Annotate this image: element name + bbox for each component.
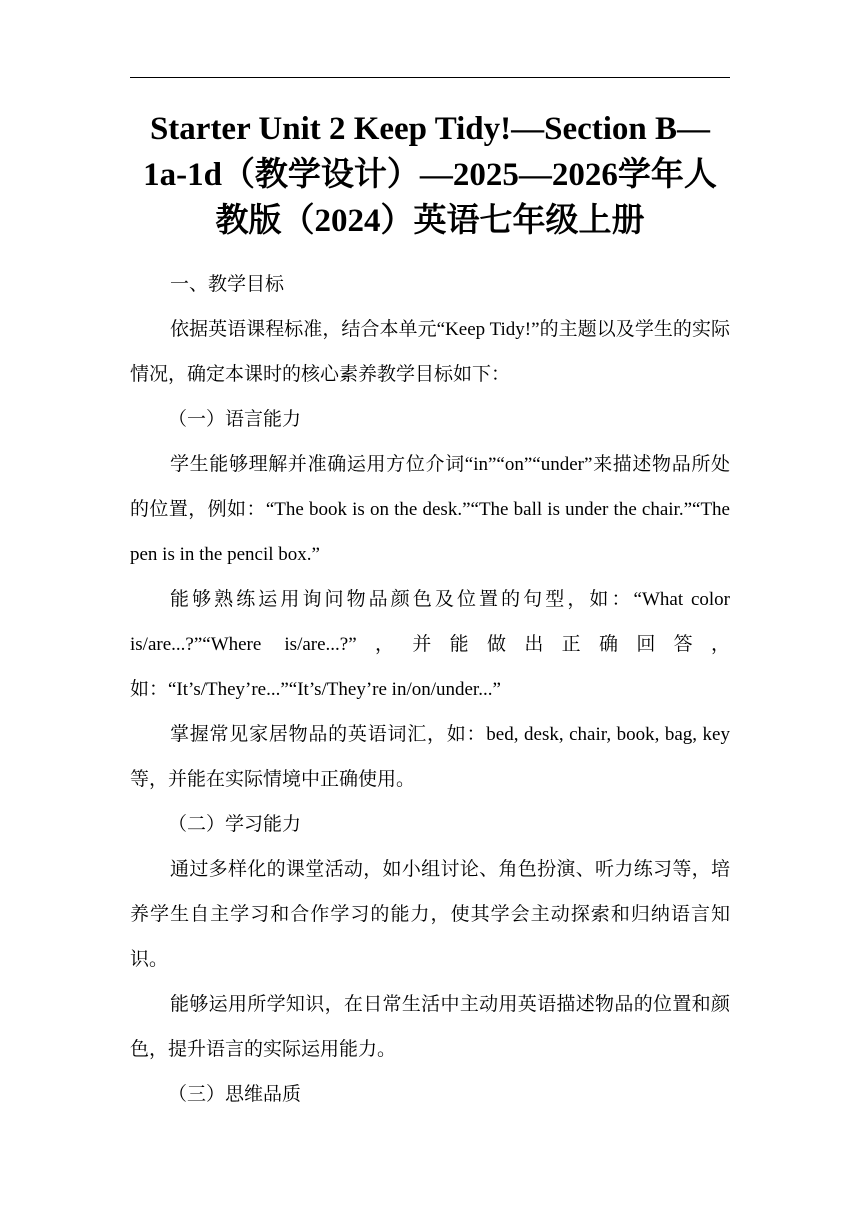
paragraph-intro: 依据英语课程标准，结合本单元“Keep Tidy!”的主题以及学生的实际情况，确定本课时的核心素养教学目标如下： [130,319,730,385]
section-heading-objectives: 一、教学目标 [170,274,285,295]
subheading-thinking-quality: （三）思维品质 [168,1084,302,1105]
paragraph-sentence-patterns: 能够熟练运用询问物品颜色及位置的句型，如：“What color is/are...?”“Where is/are...?”，并能做出正确回答，如：“It’s/They’re...”“It’s/They’re in/on/under...” [130,589,730,700]
header-rule [130,77,730,78]
paragraph-application: 能够运用所学知识，在日常生活中主动用英语描述物品的位置和颜色，提升语言的实际运用能力。 [130,994,730,1060]
document-body [130,262,730,1117]
subheading-language-ability: （一）语言能力 [168,409,302,430]
paragraph-prepositions: 学生能够理解并准确运用方位介词“in”“on”“under”来描述物品所处的位置，例如：“The book is on the desk.”“The ball is under the chair.”“The pen is in the pencil box.” [130,454,730,565]
subheading-learning-ability: （二）学习能力 [168,814,302,835]
paragraph-activities: 通过多样化的课堂活动，如小组讨论、角色扮演、听力练习等，培养学生自主学习和合作学习的能力，使其学会主动探索和归纳语言知识。 [130,859,730,970]
document-title: Starter Unit 2 Keep Tidy!—Section B—1a-1d（教学设计）—2025—2026学年人教版（2024）英语七年级上册 [143,111,717,239]
paragraph-vocabulary: 掌握常见家居物品的英语词汇，如：bed, desk, chair, book, bag, key等，并能在实际情境中正确使用。 [130,724,730,790]
